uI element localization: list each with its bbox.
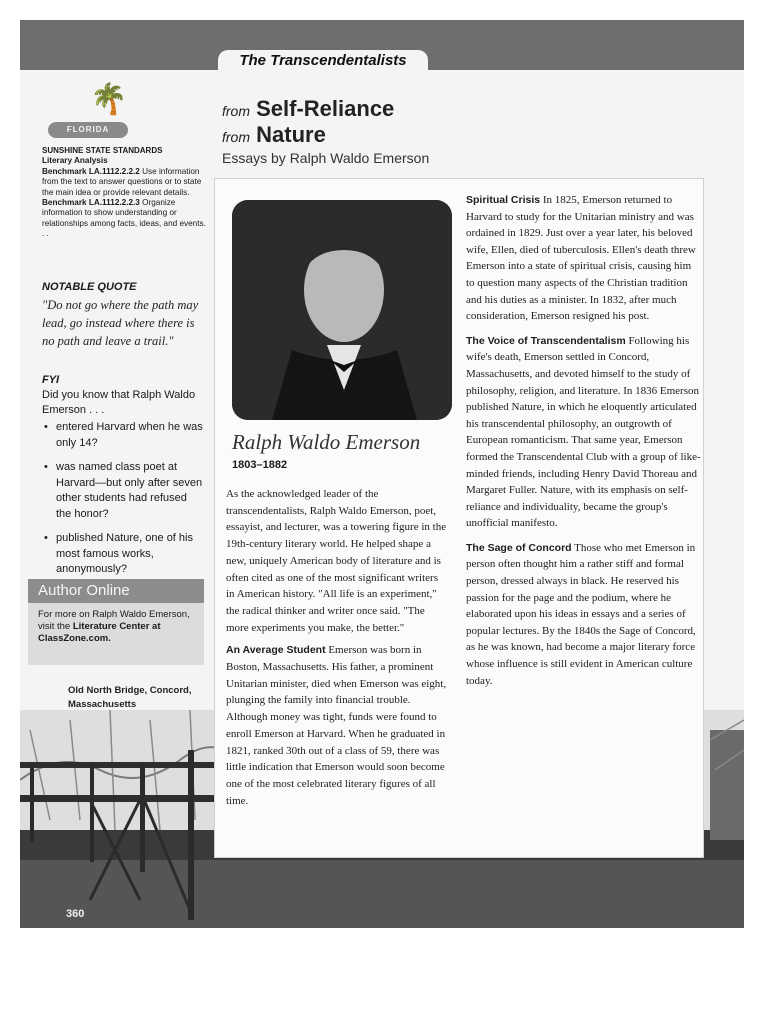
- work-title: Nature: [256, 122, 326, 147]
- palm-tree-icon: 🌴: [90, 83, 128, 116]
- section-text: Following his wife's death, Emerson settled in Concord, Massachusetts, and devoted himself to the study of philosophy, religion, and literature. In 1836 Emerson published Nature, in which he eloquently articulated his transcendental philosophy, an outgrowth of European romanticism. That same year, Emerson formed the Transcendental Club with a group of like-minded friends, including Henry David Thoreau and Margaret Fuller. Nature, with its emphasis on self-reliance and individuality, became the group's unofficial manifesto.: [466, 334, 701, 530]
- fyi-item: • published Nature, one of his most famous works, anonymously?: [44, 531, 204, 578]
- bio-right-column: [466, 192, 702, 697]
- standard-item: [42, 198, 207, 240]
- standard-text: Organize information to show understanding or relationships among facts, ideas, and events. . .: [42, 198, 206, 239]
- from-label: from: [222, 129, 250, 145]
- author-online-box[interactable]: [28, 579, 204, 665]
- standard-item: [42, 167, 207, 198]
- notable-quote-heading: NOTABLE QUOTE: [42, 281, 137, 293]
- bio-section: [466, 540, 702, 689]
- fyi-list: [44, 420, 204, 587]
- emerson-portrait: [232, 200, 452, 420]
- sunshine-state-standards: [42, 146, 207, 240]
- section-heading: An Average Student: [226, 644, 326, 657]
- standards-heading: SUNSHINE STATE STANDARDS: [42, 146, 163, 155]
- bio-section: [466, 333, 702, 532]
- author-online-text: For more on Ralph Waldo Emerson, visit the: [38, 609, 190, 632]
- notable-quote-text: "Do not go where the path may lead, go instead where there is no path and leave a trail.": [42, 298, 199, 348]
- author-online-title: Author Online: [28, 579, 204, 603]
- section-heading: The Voice of Transcendentalism: [466, 334, 626, 347]
- standards-subheading: Literary Analysis: [42, 156, 108, 166]
- section-text: Emerson was born in Boston, Massachusetts. His father, a prominent Unitarian minister, died when Emerson was eight, plunging the family into financial trouble. Although money was tight, funds were found to enroll Emerson at Harvard. When he graduated in 1821, ranked 30th out of a class of 59, there was little indication that Emerson would soon become one of the most celebrated literary figures of all time.: [226, 644, 447, 807]
- page-number: 360: [66, 908, 85, 920]
- author-online-link[interactable]: Literature Center at ClassZone.com.: [38, 621, 161, 644]
- author-online-body: [28, 603, 204, 645]
- bio-left-column: [226, 486, 448, 815]
- work-title: Self-Reliance: [256, 96, 395, 121]
- section-text: In 1825, Emerson returned to Harvard to study for the Unitarian ministry and was ordained in 1829. Just over a year later, his beloved wife, Ellen, died of tuberculosis. Ellen's death threw Emerson into a state of spiritual crisis, causing him to question many aspects of the Christian tradition and his duties as a minister. In 1832, after much consideration, Emerson resigned his post.: [466, 194, 696, 323]
- from-label: from: [222, 103, 250, 119]
- fyi-intro: Did you know that Ralph Waldo Emerson . . .: [42, 389, 196, 416]
- selection-titles: [222, 96, 394, 148]
- standard-benchmark: Benchmark LA.1112.2.2.3: [42, 198, 140, 208]
- byline: Essays by Ralph Waldo Emerson: [222, 150, 430, 166]
- bio-intro: As the acknowledged leader of the transcendentalists, Ralph Waldo Emerson, poet, essayist, and lecturer, was a towering figure in the 19th-century literary world. He helped shape a new, uniquely American body of literature and is often cited as one of the most significant writers in American history. "All life is an experiment," the radical thinker and writer once said. "The more experiments you make, the better.": [226, 488, 447, 634]
- author-name: Ralph Waldo Emerson: [232, 430, 421, 454]
- bio-section: [466, 192, 702, 325]
- florida-label: FLORIDA: [48, 122, 128, 138]
- title-line: [222, 96, 394, 122]
- standard-benchmark: Benchmark LA.1112.2.2.2: [42, 166, 140, 176]
- fyi-item: • entered Harvard when he was only 14?: [44, 420, 204, 451]
- title-line: [222, 122, 394, 148]
- section-heading: Spiritual Crisis: [466, 194, 541, 206]
- fyi-item: • was named class poet at Harvard—but only after seven other students had refused the honor?: [44, 460, 204, 522]
- section-text: Those who met Emerson in person often thought him a rather stiff and formal person, dressed always in black. He reserved his passion for the page and the podium, where he elaborated upon his ideas in essays and a series of popular lectures. By the 1840s the Sage of Concord, as he was known, had become a major literary force whose influence is still evident in American culture today.: [466, 541, 696, 687]
- photo-caption: Old North Bridge, Concord, Massachusetts: [68, 685, 192, 710]
- section-heading: The Sage of Concord: [466, 541, 572, 554]
- fyi-heading: FYI: [42, 374, 60, 386]
- author-dates: 1803–1882: [232, 459, 288, 471]
- florida-badge: [46, 82, 136, 142]
- standard-text: Use information from the text to answer questions or to state the main idea or provide relevant details.: [42, 166, 202, 197]
- section-title: The Transcendentalists: [218, 50, 428, 72]
- bio-section: [226, 642, 448, 809]
